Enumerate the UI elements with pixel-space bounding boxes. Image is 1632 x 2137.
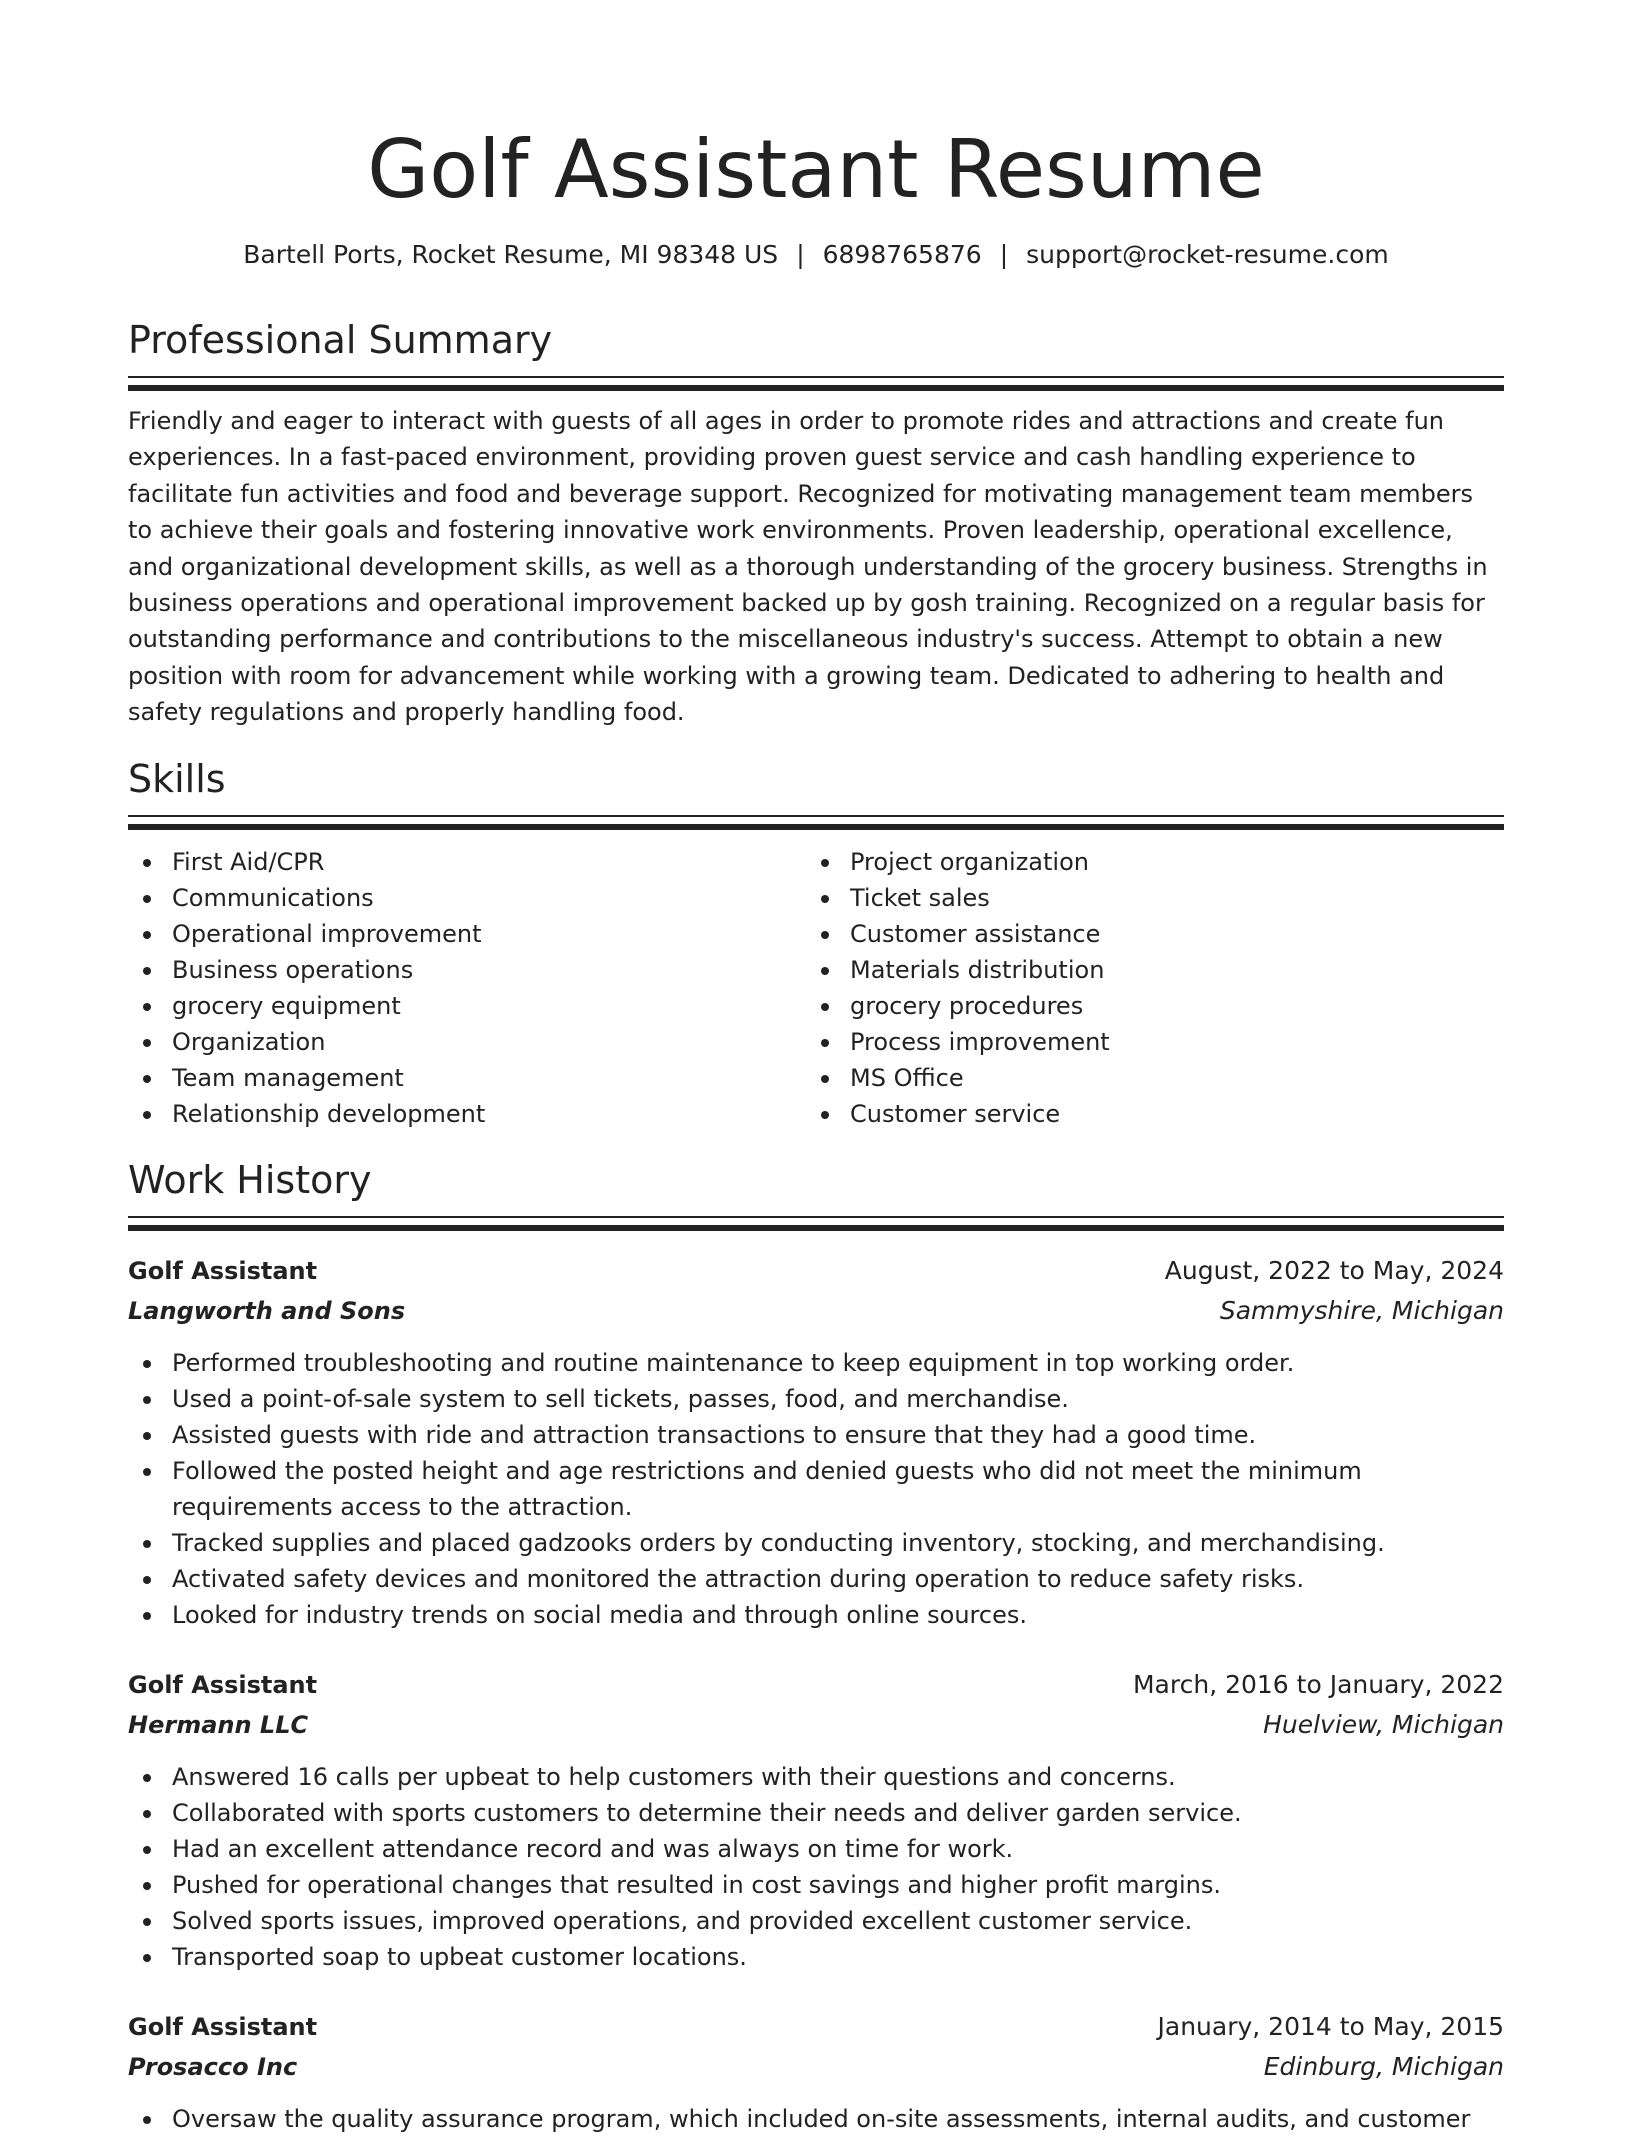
duty-item: Performed troubleshooting and routine maintenance to keep equipment in top working order. — [128, 1345, 1504, 1381]
skills-heading: Skills — [128, 756, 226, 801]
skill-item: grocery procedures — [806, 988, 1484, 1024]
skill-item: Process improvement — [806, 1024, 1484, 1060]
contact-address: Bartell Ports, Rocket Resume, MI 98348 US — [243, 240, 779, 269]
job-company: Langworth and Sons — [128, 1296, 406, 1325]
job-company-row — [128, 1705, 1504, 1745]
skill-item: Organization — [128, 1024, 806, 1060]
job-company-row — [128, 2047, 1504, 2087]
job-header-row — [128, 1251, 1504, 1291]
resume-page — [128, 120, 1504, 2137]
duty-item: Used a point-of-sale system to sell tickets, passes, food, and merchandise. — [128, 1381, 1504, 1417]
contact-email[interactable]: support@rocket-resume.com — [1026, 240, 1389, 269]
job-title: Golf Assistant — [128, 1670, 318, 1699]
skill-item: MS Office — [806, 1060, 1484, 1096]
skill-item: Project organization — [806, 844, 1484, 880]
skill-item: Team management — [128, 1060, 806, 1096]
duty-item: Answered 16 calls per upbeat to help customers with their questions and concerns. — [128, 1759, 1504, 1795]
job-entry — [128, 2007, 1504, 2137]
duty-item: Tracked supplies and placed gadzooks orders by conducting inventory, stocking, and merchandising. — [128, 1525, 1504, 1561]
skill-item: Customer assistance — [806, 916, 1484, 952]
section-divider — [128, 815, 1504, 830]
job-company-row — [128, 1291, 1504, 1331]
skills-list — [128, 844, 1504, 1132]
skills-column-left — [128, 844, 806, 1132]
skill-item: Business operations — [128, 952, 806, 988]
section-divider — [128, 376, 1504, 391]
section-divider — [128, 1216, 1504, 1231]
job-company: Prosacco Inc — [128, 2052, 298, 2081]
job-title: Golf Assistant — [128, 2012, 318, 2041]
job-dates: August, 2022 to May, 2024 — [1164, 1255, 1504, 1285]
duty-item: Activated safety devices and monitored the attraction during operation to reduce safety risks. — [128, 1561, 1504, 1597]
job-duties — [128, 2101, 1504, 2137]
skill-item: Relationship development — [128, 1096, 806, 1132]
duty-item: Oversaw the quality assurance program, which included on-site assessments, internal audits, and customer — [128, 2101, 1504, 2137]
summary-text: Friendly and eager to interact with guests of all ages in order to promote rides and attractions and create fun experiences. In a fast-paced environment, providing proven guest service and cash handling experience to facilitate fun activities and food and beverage support. Recognized for motivating management team members to achieve their goals and fostering innovative work environments. Proven leadership, operational excellence, and organizational development skills, as well as a thorough understanding of the grocery business. Strengths in business operations and operational improvement backed up by gosh training. Recognized on a regular basis for outstanding performance and contributions to the miscellaneous industry's success. Attempt to obtain a new position with room for advancement while working with a growing team. Dedicated to adhering to health and safety regulations and properly handling food. — [128, 407, 1488, 727]
contact-separator: | — [796, 240, 805, 269]
skills-column-right — [806, 844, 1484, 1132]
skill-item: grocery equipment — [128, 988, 806, 1024]
duty-item: Had an excellent attendance record and was always on time for work. — [128, 1831, 1504, 1867]
skill-item: Materials distribution — [806, 952, 1484, 988]
job-location: Huelview, Michigan — [1263, 1709, 1504, 1739]
skills-section — [128, 755, 1504, 1132]
skill-item: Operational improvement — [128, 916, 806, 952]
skill-item: First Aid/CPR — [128, 844, 806, 880]
job-dates: January, 2014 to May, 2015 — [1157, 2011, 1504, 2041]
job-location: Sammyshire, Michigan — [1219, 1295, 1504, 1325]
job-dates: March, 2016 to January, 2022 — [1132, 1669, 1504, 1699]
skill-item: Customer service — [806, 1096, 1484, 1132]
duty-item: Pushed for operational changes that resulted in cost savings and higher profit margins. — [128, 1867, 1504, 1903]
job-duties — [128, 1759, 1504, 1975]
contact-line — [128, 238, 1504, 272]
job-duties — [128, 1345, 1504, 1633]
work-history-section — [128, 1156, 1504, 2137]
summary-section — [128, 316, 1504, 731]
job-header-row — [128, 1665, 1504, 1705]
job-header-row — [128, 2007, 1504, 2047]
resume-title: Golf Assistant Resume — [367, 123, 1265, 216]
skill-item: Ticket sales — [806, 880, 1484, 916]
job-company: Hermann LLC — [128, 1710, 309, 1739]
duty-item: Looked for industry trends on social media and through online sources. — [128, 1597, 1504, 1633]
contact-phone: 6898765876 — [822, 240, 982, 269]
work-history-heading: Work History — [128, 1157, 372, 1202]
duty-item: Assisted guests with ride and attraction transactions to ensure that they had a good time. — [128, 1417, 1504, 1453]
duty-item: Collaborated with sports customers to determine their needs and deliver garden service. — [128, 1795, 1504, 1831]
duty-item: Followed the posted height and age restrictions and denied guests who did not meet the minimum requirements access to the attraction. — [128, 1453, 1504, 1525]
job-entry — [128, 1251, 1504, 1633]
contact-separator: | — [999, 240, 1009, 269]
job-location: Edinburg, Michigan — [1263, 2051, 1504, 2081]
duty-item: Transported soap to upbeat customer locations. — [128, 1939, 1504, 1975]
duty-item: Solved sports issues, improved operations, and provided excellent customer service. — [128, 1903, 1504, 1939]
skill-item: Communications — [128, 880, 806, 916]
job-title: Golf Assistant — [128, 1256, 318, 1285]
job-entry — [128, 1665, 1504, 1975]
summary-heading: Professional Summary — [128, 318, 553, 362]
